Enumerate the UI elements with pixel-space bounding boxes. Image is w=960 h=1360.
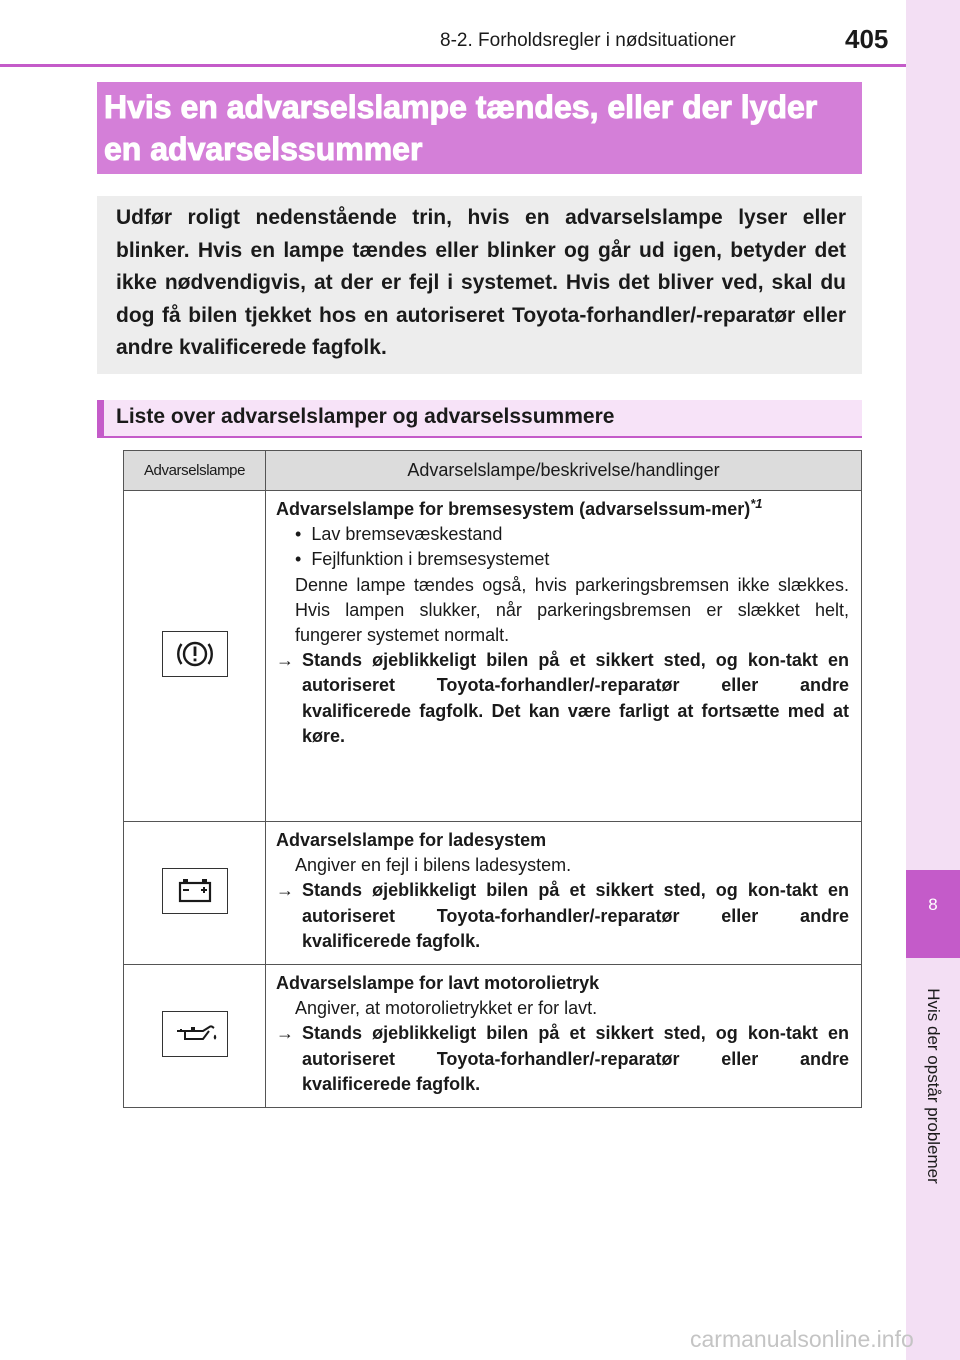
icon-cell (124, 965, 266, 1108)
description-cell (266, 965, 862, 1108)
section-heading-bar (97, 400, 104, 438)
page-number: 405 (845, 24, 889, 54)
table-row (124, 822, 862, 965)
table-header-description: Advarselslampe/beskrivelse/handlinger (266, 451, 862, 491)
header-rule (0, 64, 906, 67)
list-item: • Lav bremsevæskestand (295, 524, 503, 545)
side-tab-label: Hvis der opstår problemer (924, 988, 943, 1184)
warning-lamp-table (123, 450, 862, 1108)
battery-charging-icon (162, 868, 228, 914)
lamp-title: Advarselslampe for lavt motorolietryk (276, 973, 600, 994)
intro-text: Udfør roligt nedenstående trin, hvis en advarselslampe lyser eller blinker. Hvis en lampe tændes eller blinker og går ud igen, betyder det ikke nødvendigvis, at der er fejl i systemet. Hvis det bliver ved, skal du dog få bilen tjekket hos en autoriseret Toyota-forhandler/-reparatør eller andre kvalificerede fagfolk. (116, 206, 846, 359)
action-instruction: → Stands øjeblikkeligt bilen på et sikkert sted, og kon-takt en autoriseret Toyota-forhandler/-reparatør eller andre kvalificerede fagfolk. (276, 1021, 849, 1097)
table-header-lamp: Advarselslampe (124, 451, 266, 491)
icon-cell (124, 822, 266, 965)
table-row (124, 491, 862, 822)
page-title: Hvis en advarselslampe tændes, eller der lyder en advarselssummer (104, 89, 818, 167)
description-cell (266, 822, 862, 965)
lamp-title: Advarselslampe for bremsesystem (advarselssum-mer)$^{*1}$ (276, 496, 763, 519)
footnote-marker: *1 (750, 496, 763, 511)
running-head: 8-2. Forholdsregler i nødsituationer (440, 30, 736, 51)
lamp-description: Angiver, at motorolietrykket er for lavt. (295, 998, 598, 1019)
table-row (124, 965, 862, 1108)
section-heading: Liste over advarselslamper og advarselssummere (116, 405, 615, 428)
lamp-title: Advarselslampe for ladesystem (276, 830, 547, 850)
description-cell (266, 491, 862, 822)
lamp-description: Denne lampe tændes også, hvis parkeringsbremsen ikke slækkes. Hvis lampen slukker, når parkeringsbremsen er slækket helt, fungerer systemet normalt. (295, 574, 849, 646)
table-header-row (124, 451, 862, 491)
action-instruction: → Stands øjeblikkeligt bilen på et sikkert sted, og kon-takt en autoriseret Toyota-forhandler/-reparatør eller andre kvalificerede fagfolk. (276, 878, 849, 954)
chapter-number: 8 (928, 895, 938, 914)
list-item: • Fejlfunktion i bremsesystemet (295, 549, 550, 570)
lamp-description: Angiver en fejl i bilens ladesystem. (295, 855, 572, 876)
arrow-icon: → (276, 650, 294, 671)
icon-cell (124, 491, 266, 822)
oil-pressure-icon (162, 1011, 228, 1057)
arrow-icon: → (276, 880, 294, 901)
arrow-icon: → (276, 1023, 294, 1044)
action-instruction: → Stands øjeblikkeligt bilen på et sikkert sted, og kon-takt en autoriseret Toyota-forhandler/-reparatør eller andre kvalificerede fagfolk. Det kan være farligt at fortsætte med at køre. (276, 648, 849, 749)
watermark: carmanualsonline.info (690, 1326, 914, 1352)
brake-warning-icon (162, 631, 228, 677)
